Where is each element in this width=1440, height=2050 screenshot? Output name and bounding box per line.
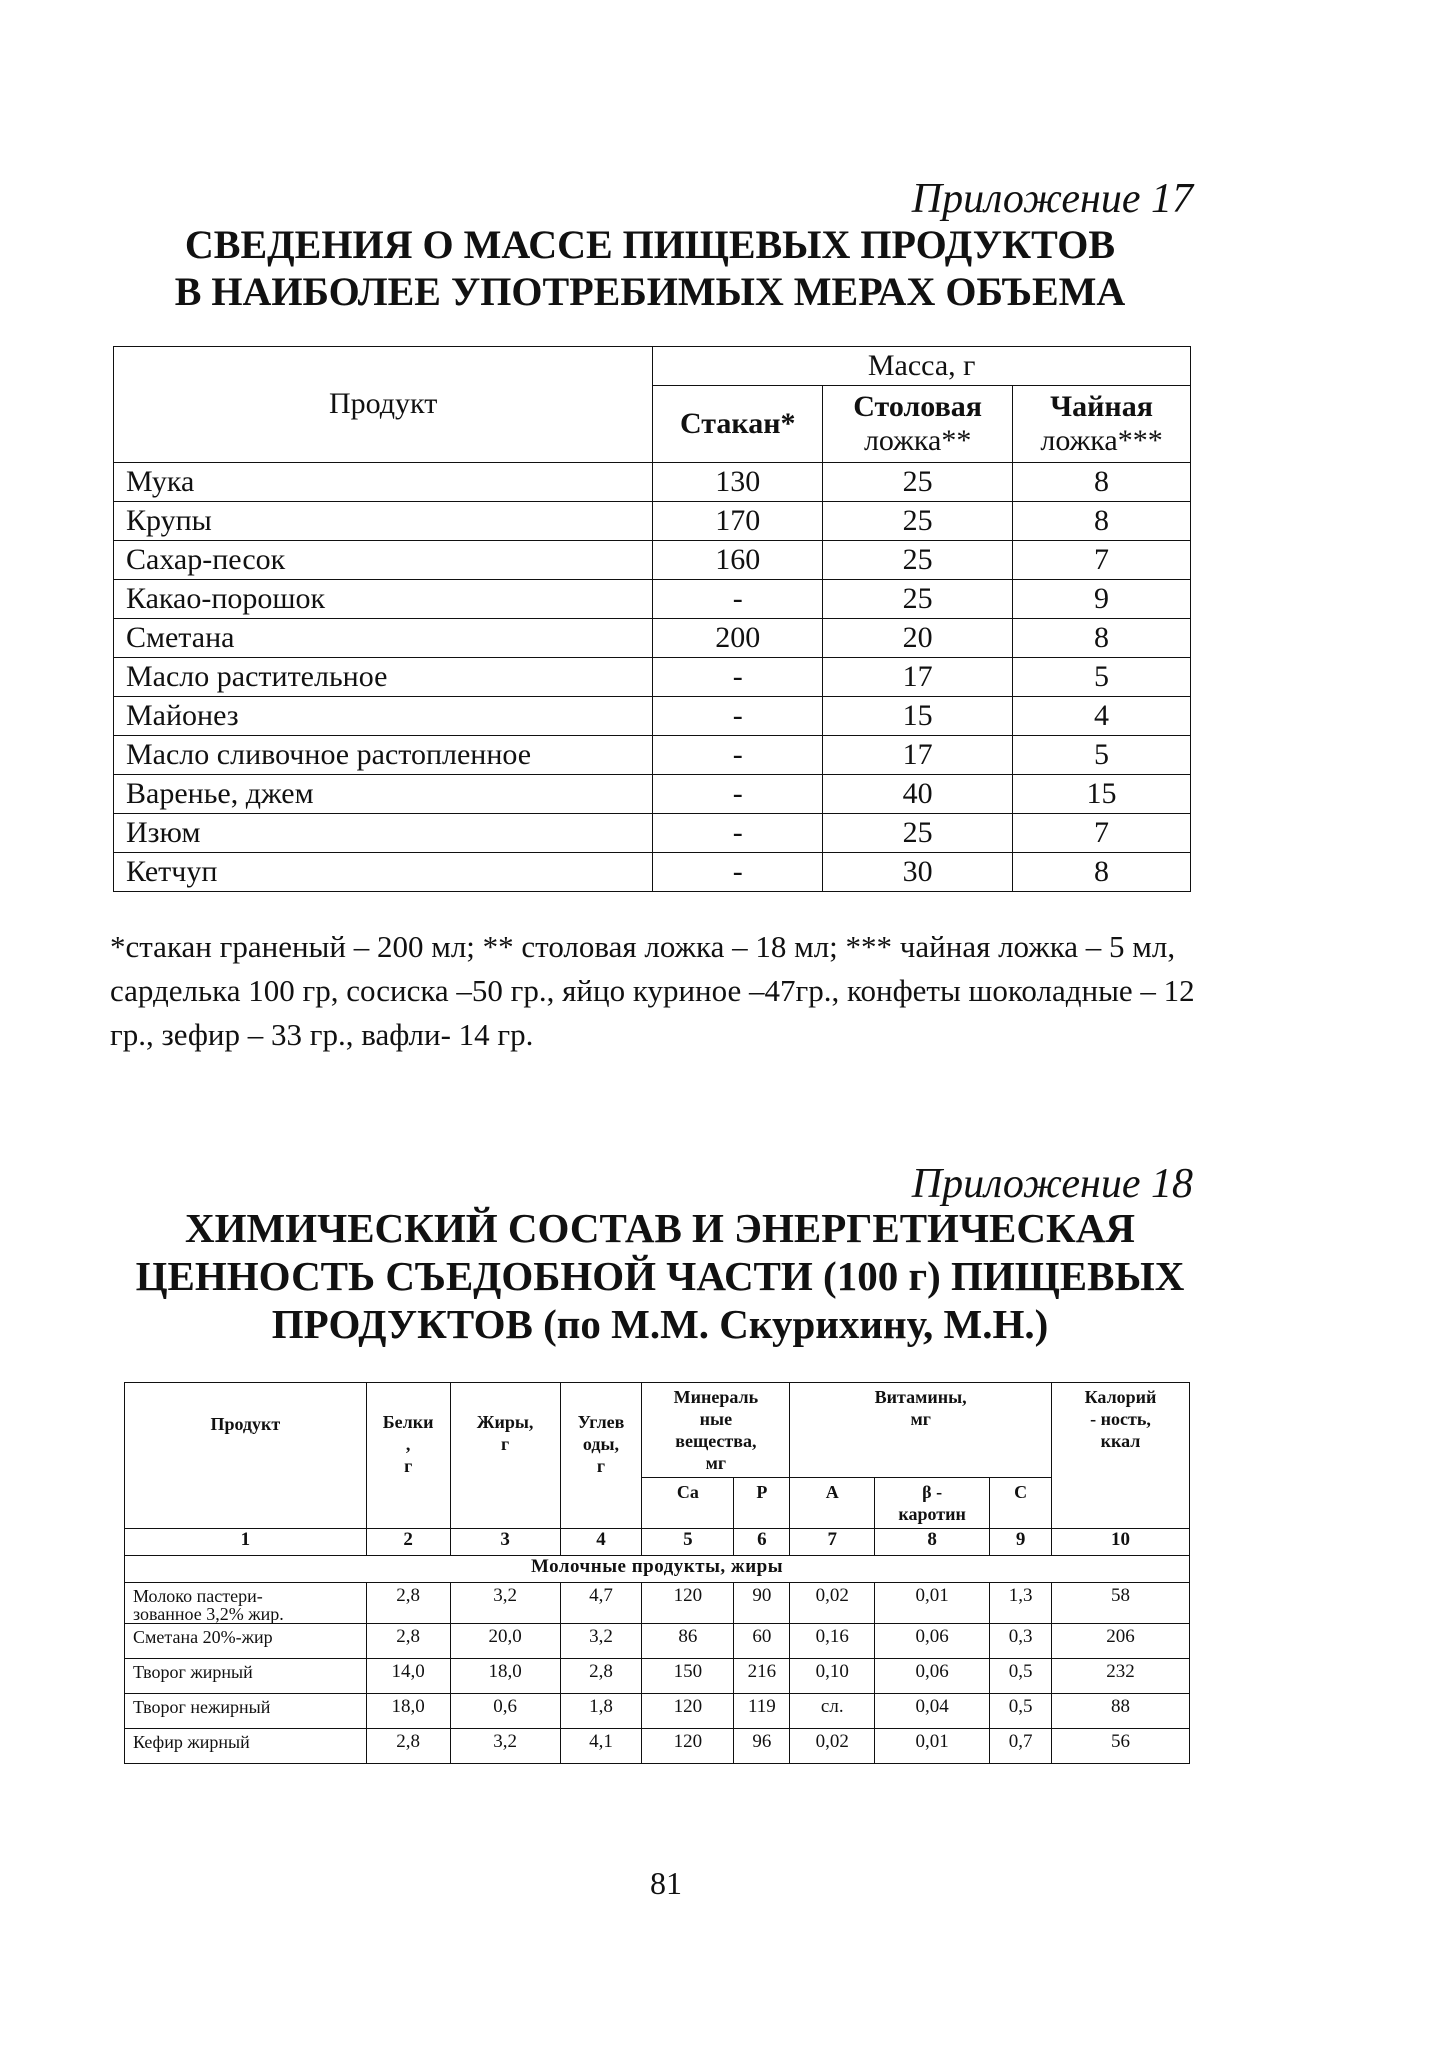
mass-value-cell: 130	[653, 463, 823, 502]
nutrient-value-cell: 3,2	[560, 1624, 642, 1659]
table-row	[125, 1583, 1190, 1624]
nutrient-value-cell: 18,0	[366, 1694, 450, 1729]
header-fat: Жиры, г	[450, 1383, 560, 1529]
header-vit-a: A	[790, 1478, 875, 1529]
product-name-cell: Масло растительное	[114, 658, 653, 697]
header-carbs: Углев оды, г	[560, 1383, 642, 1529]
mass-value-cell: 8	[1013, 619, 1191, 658]
nutrient-value-cell: 90	[734, 1583, 790, 1624]
nutrient-value-cell: 14,0	[366, 1659, 450, 1694]
table-row	[114, 814, 1191, 853]
product-name-cell: Творог нежирный	[125, 1694, 367, 1729]
mass-value-cell: -	[653, 853, 823, 892]
mass-value-cell: -	[653, 697, 823, 736]
table-row	[114, 658, 1191, 697]
nutrient-value-cell: 1,3	[990, 1583, 1052, 1624]
nutrient-value-cell: 3,2	[450, 1729, 560, 1764]
product-name-cell: Масло сливочное растопленное	[114, 736, 653, 775]
appendix-17-title: СВЕДЕНИЯ О МАССЕ ПИЩЕВЫХ ПРОДУКТОВ В НАИБОЛЕЕ УПОТРЕБИМЫХ МЕРАХ ОБЪЕМА	[174, 222, 1126, 314]
header-protein: Белки , г	[366, 1383, 450, 1529]
header-glass: Стакан*	[653, 386, 823, 463]
mass-value-cell: 40	[823, 775, 1013, 814]
nutrient-value-cell: 0,02	[790, 1729, 875, 1764]
product-name-cell: Варенье, джем	[114, 775, 653, 814]
mass-value-cell: 25	[823, 814, 1013, 853]
nutrient-value-cell: 0,5	[990, 1694, 1052, 1729]
mass-value-cell: 5	[1013, 736, 1191, 775]
mass-value-cell: 25	[823, 502, 1013, 541]
mass-value-cell: 30	[823, 853, 1013, 892]
nutrient-value-cell: 120	[642, 1694, 734, 1729]
header-product: Продукт	[114, 347, 653, 463]
column-number-cell: 9	[990, 1529, 1052, 1556]
product-name-cell: Сахар-песок	[114, 541, 653, 580]
composition-table-body	[125, 1529, 1190, 1764]
section-row	[125, 1556, 1190, 1583]
header-teaspoon-line1: Чайная	[1050, 390, 1153, 423]
nutrient-value-cell: 0,02	[790, 1583, 875, 1624]
mass-value-cell: 5	[1013, 658, 1191, 697]
mass-value-cell: 25	[823, 463, 1013, 502]
column-number-cell: 10	[1052, 1529, 1190, 1556]
table-row	[114, 463, 1191, 502]
mass-value-cell: -	[653, 658, 823, 697]
header-teaspoon-line2: ложка***	[1040, 424, 1163, 457]
column-number-cell: 5	[642, 1529, 734, 1556]
nutrient-value-cell: 0,6	[450, 1694, 560, 1729]
header-tablespoon-line1: Столовая	[853, 390, 982, 423]
header-tablespoon	[823, 386, 1013, 463]
table-row	[114, 502, 1191, 541]
table-row	[125, 1624, 1190, 1659]
nutrient-value-cell: 0,5	[990, 1659, 1052, 1694]
mass-value-cell: 8	[1013, 502, 1191, 541]
nutrient-value-cell: 60	[734, 1624, 790, 1659]
nutrient-value-cell: 88	[1052, 1694, 1190, 1729]
column-number-cell: 2	[366, 1529, 450, 1556]
nutrient-value-cell: 4,1	[560, 1729, 642, 1764]
mass-value-cell: 170	[653, 502, 823, 541]
mass-value-cell: 17	[823, 736, 1013, 775]
mass-value-cell: -	[653, 736, 823, 775]
product-name-cell: Изюм	[114, 814, 653, 853]
nutrient-value-cell: 86	[642, 1624, 734, 1659]
nutrient-value-cell: 58	[1052, 1583, 1190, 1624]
chemical-composition-table	[124, 1382, 1190, 1764]
header-ca: Ca	[642, 1478, 734, 1529]
table-row	[114, 697, 1191, 736]
mass-value-cell: 17	[823, 658, 1013, 697]
column-number-cell: 6	[734, 1529, 790, 1556]
column-number-cell: 3	[450, 1529, 560, 1556]
nutrient-value-cell: 0,7	[990, 1729, 1052, 1764]
product-name-cell: Майонез	[114, 697, 653, 736]
mass-value-cell: 20	[823, 619, 1013, 658]
mass-value-cell: 7	[1013, 814, 1191, 853]
table-row	[114, 580, 1191, 619]
header-minerals: Минераль ные вещества, мг	[642, 1383, 790, 1478]
product-name-cell: Мука	[114, 463, 653, 502]
section-title: Молочные продукты, жиры	[125, 1556, 1190, 1583]
nutrient-value-cell: 96	[734, 1729, 790, 1764]
table-row	[114, 775, 1191, 814]
mass-value-cell: 15	[823, 697, 1013, 736]
table-row	[114, 853, 1191, 892]
mass-value-cell: 8	[1013, 463, 1191, 502]
page-number: 81	[650, 1865, 682, 1901]
nutrient-value-cell: 2,8	[560, 1659, 642, 1694]
nutrient-value-cell: 119	[734, 1694, 790, 1729]
nutrient-value-cell: 0,04	[875, 1694, 990, 1729]
nutrient-value-cell: 2,8	[366, 1729, 450, 1764]
mass-measures-table	[113, 346, 1191, 892]
nutrient-value-cell: 206	[1052, 1624, 1190, 1659]
nutrient-value-cell: 232	[1052, 1659, 1190, 1694]
nutrient-value-cell: 2,8	[366, 1583, 450, 1624]
footnote-measures: *стакан граненый – 200 мл; ** столовая ложка – 18 мл; *** чайная ложка – 5 мл, сарделька 100 гр, сосиска –50 гр., яйцо куриное –47гр., конфеты шоколадные – 12 гр., зефир – 33 гр., вафли- 14 гр.	[110, 929, 1195, 1052]
nutrient-value-cell: 4,7	[560, 1583, 642, 1624]
appendix-17-label: Приложение 17	[911, 176, 1193, 222]
nutrient-value-cell: 0,16	[790, 1624, 875, 1659]
table-row	[125, 1694, 1190, 1729]
table-row	[125, 1659, 1190, 1694]
nutrient-value-cell: 0,06	[875, 1624, 990, 1659]
nutrient-value-cell: 216	[734, 1659, 790, 1694]
header-calories: Калорий - ность, ккал	[1052, 1383, 1190, 1529]
table-row	[125, 1729, 1190, 1764]
mass-value-cell: 15	[1013, 775, 1191, 814]
product-name-cell: Творог жирный	[125, 1659, 367, 1694]
nutrient-value-cell: 120	[642, 1729, 734, 1764]
header-tablespoon-line2: ложка**	[863, 424, 972, 457]
mass-value-cell: -	[653, 814, 823, 853]
nutrient-value-cell: 2,8	[366, 1624, 450, 1659]
mass-value-cell: 4	[1013, 697, 1191, 736]
mass-value-cell: -	[653, 580, 823, 619]
mass-value-cell: 9	[1013, 580, 1191, 619]
column-number-row	[125, 1529, 1190, 1556]
product-name-cell: Крупы	[114, 502, 653, 541]
nutrient-value-cell: 0,06	[875, 1659, 990, 1694]
nutrient-value-cell: 0,01	[875, 1729, 990, 1764]
table-row	[114, 619, 1191, 658]
nutrient-value-cell: 0,3	[990, 1624, 1052, 1659]
column-number-cell: 1	[125, 1529, 367, 1556]
table-row	[114, 541, 1191, 580]
column-number-cell: 7	[790, 1529, 875, 1556]
header-p: P	[734, 1478, 790, 1529]
nutrient-value-cell: 3,2	[450, 1583, 560, 1624]
mass-value-cell: 7	[1013, 541, 1191, 580]
nutrient-value-cell: 1,8	[560, 1694, 642, 1729]
product-name-cell: Сметана 20%-жир	[125, 1624, 367, 1659]
nutrient-value-cell: 18,0	[450, 1659, 560, 1694]
product-name-cell: Какао-порошок	[114, 580, 653, 619]
header-product-18: Продукт	[125, 1383, 367, 1529]
mass-value-cell: 25	[823, 541, 1013, 580]
nutrient-value-cell: 0,01	[875, 1583, 990, 1624]
header-vit-c: C	[990, 1478, 1052, 1529]
header-beta-carotene: β - каротин	[875, 1478, 990, 1529]
header-mass: Масса, г	[653, 347, 1191, 386]
mass-value-cell: 160	[653, 541, 823, 580]
product-name-cell: Кетчуп	[114, 853, 653, 892]
mass-value-cell: -	[653, 775, 823, 814]
mass-value-cell: 8	[1013, 853, 1191, 892]
product-name-cell: Кефир жирный	[125, 1729, 367, 1764]
nutrient-value-cell: сл.	[790, 1694, 875, 1729]
nutrient-value-cell: 150	[642, 1659, 734, 1694]
header-teaspoon	[1013, 386, 1191, 463]
appendix-18-title: ХИМИЧЕСКИЙ СОСТАВ И ЭНЕРГЕТИЧЕСКАЯ ЦЕННОСТЬ СЪЕДОБНОЙ ЧАСТИ (100 г) ПИЩЕВЫХ ПРОДУКТОВ (по М.М. Скурихину, М.Н.)	[135, 1205, 1185, 1347]
nutrient-value-cell: 120	[642, 1583, 734, 1624]
table-row	[114, 736, 1191, 775]
header-vitamins: Витамины, мг	[790, 1383, 1052, 1478]
product-name-cell: Молоко пастери- зованное 3,2% жир.	[125, 1583, 367, 1624]
nutrient-value-cell: 20,0	[450, 1624, 560, 1659]
nutrient-value-cell: 56	[1052, 1729, 1190, 1764]
appendix-18-label: Приложение 18	[911, 1161, 1193, 1207]
mass-value-cell: 200	[653, 619, 823, 658]
column-number-cell: 8	[875, 1529, 990, 1556]
nutrient-value-cell: 0,10	[790, 1659, 875, 1694]
column-number-cell: 4	[560, 1529, 642, 1556]
product-name-cell: Сметана	[114, 619, 653, 658]
mass-table-body	[114, 463, 1191, 892]
mass-value-cell: 25	[823, 580, 1013, 619]
